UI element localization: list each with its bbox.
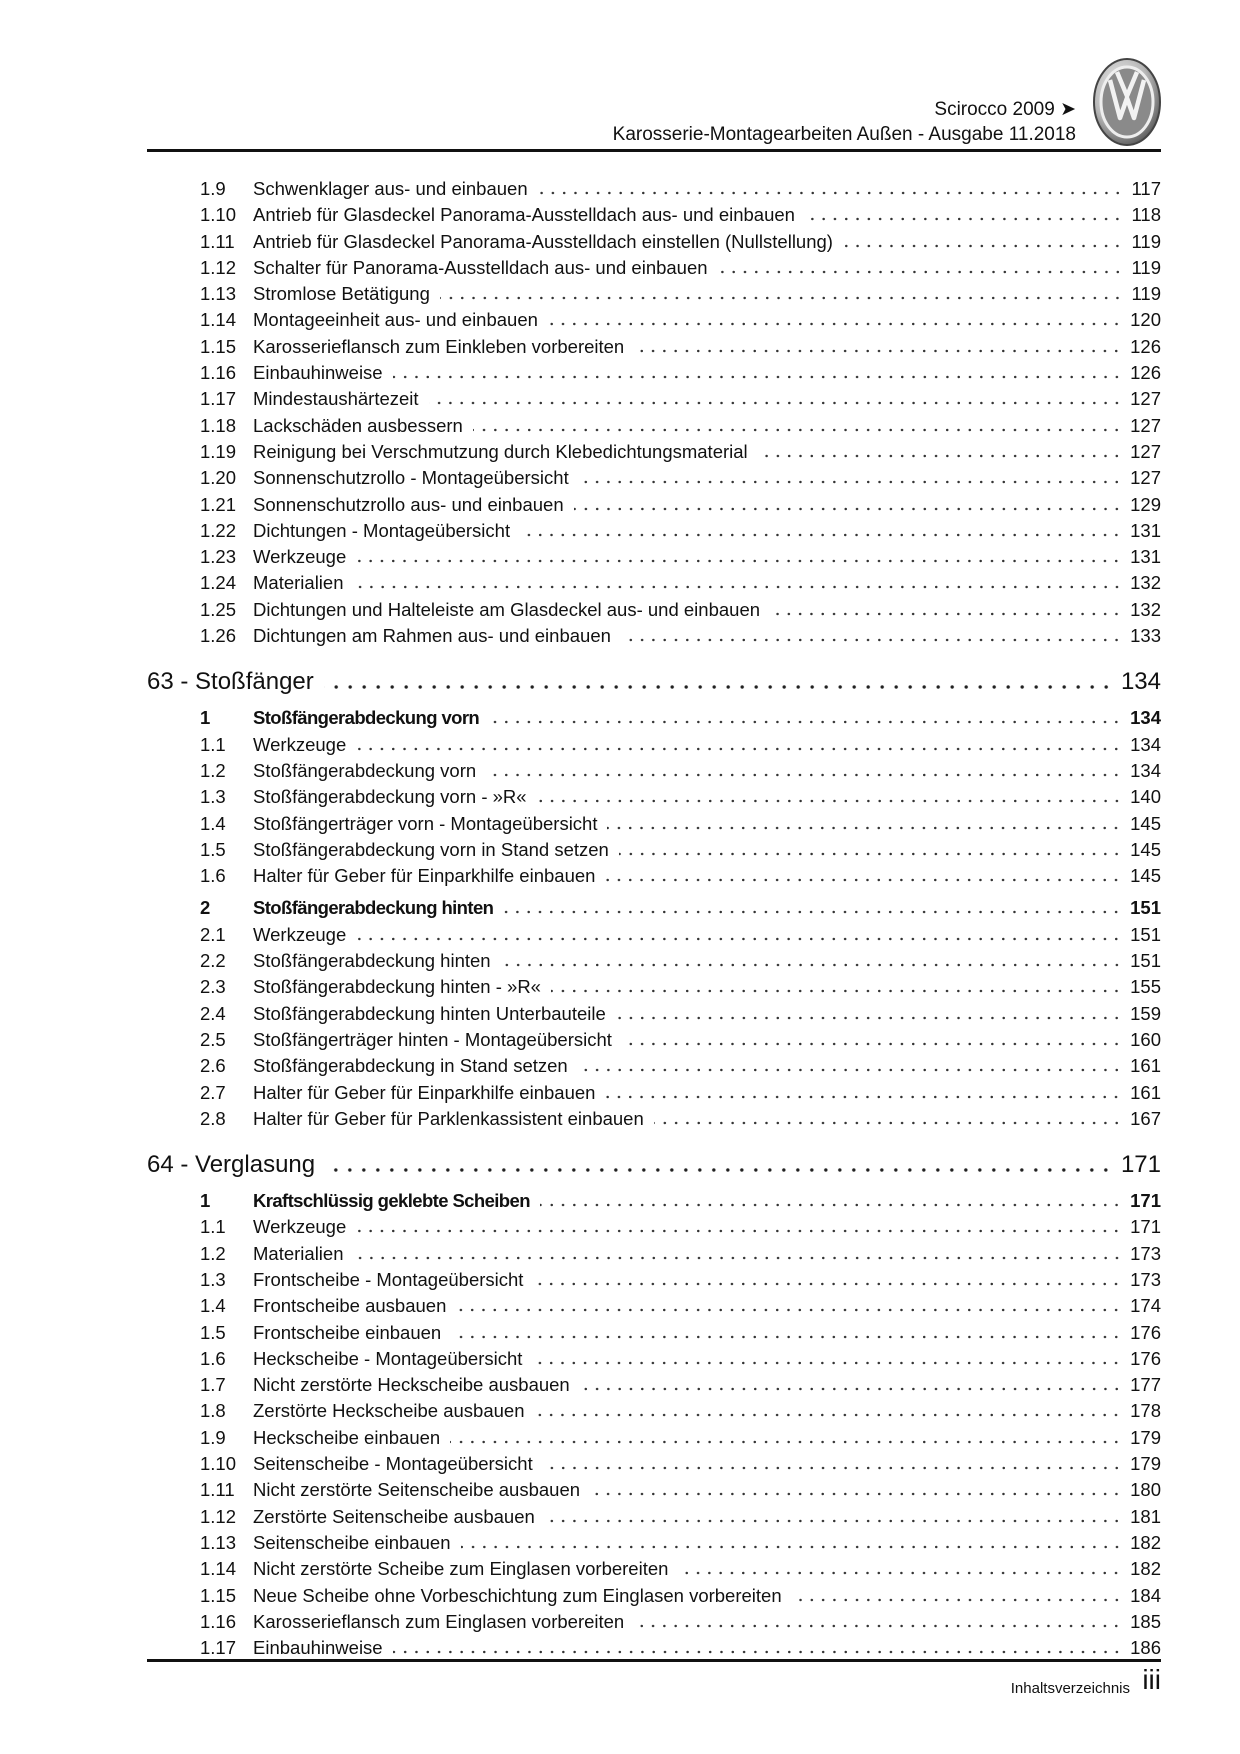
- entry-page: 180: [1130, 1479, 1161, 1501]
- entry-title: Dichtungen am Rahmen aus- und einbauen: [253, 625, 611, 647]
- toc-section[interactable]: [147, 895, 1161, 921]
- entry-page: 134: [1130, 759, 1161, 781]
- entry-title: Stoßfängerabdeckung hinten: [253, 897, 494, 919]
- dot-leader: [503, 910, 1122, 914]
- dot-leader: [489, 720, 1122, 724]
- entry-number: 1.3: [200, 1268, 226, 1290]
- toc-chapter[interactable]: [147, 1148, 1161, 1182]
- toc-entry[interactable]: [147, 922, 1161, 948]
- entry-title: Frontscheibe einbauen: [253, 1321, 442, 1343]
- entry-title: Nicht zerstörte Scheibe zum Einglasen vorbereiten: [253, 1558, 669, 1580]
- toc-entry[interactable]: [147, 1398, 1161, 1424]
- entry-number: 1.17: [200, 388, 237, 410]
- toc-entry[interactable]: [147, 281, 1161, 307]
- entry-page: 160: [1130, 1028, 1161, 1050]
- entry-number: 1.23: [200, 546, 237, 568]
- entry-number: 1.22: [200, 519, 237, 541]
- entry-title: Frontscheibe ausbauen: [253, 1295, 447, 1317]
- toc-entry[interactable]: [147, 1001, 1161, 1027]
- entry-number: 1.4: [200, 1295, 226, 1317]
- entry-title: Sonnenschutzrollo aus- und einbauen: [253, 493, 564, 515]
- entry-title: Nicht zerstörte Heckscheibe ausbauen: [253, 1374, 570, 1396]
- table-of-contents: [147, 176, 1161, 1661]
- toc-entry[interactable]: [147, 1451, 1161, 1477]
- entry-number: 1.9: [200, 178, 226, 199]
- toc-entry[interactable]: [147, 1053, 1161, 1079]
- toc-entry[interactable]: [147, 1214, 1161, 1240]
- entry-title: Stoßfängerabdeckung hinten - »R«: [253, 976, 541, 998]
- footer-label: Inhaltsverzeichnis: [1010, 1680, 1130, 1697]
- dot-leader: [545, 1519, 1122, 1523]
- entry-title: Neue Scheibe ohne Vorbeschichtung zum Einglasen vorbereiten: [253, 1584, 782, 1606]
- dot-leader: [543, 1466, 1122, 1470]
- dot-leader: [634, 1624, 1122, 1628]
- dot-leader: [429, 401, 1123, 405]
- entry-page: 134: [1130, 707, 1161, 729]
- entry-number: 1.25: [200, 598, 237, 620]
- entry-page: 119: [1131, 283, 1161, 305]
- dot-leader: [605, 1095, 1122, 1099]
- toc-entry[interactable]: [147, 784, 1161, 810]
- entry-title: Werkzeuge: [253, 733, 347, 755]
- toc-entry[interactable]: [147, 1241, 1161, 1267]
- entry-title: Zerstörte Seitenscheibe ausbauen: [253, 1505, 535, 1527]
- vw-logo-icon: [1093, 58, 1161, 146]
- entry-title: Einbauhinweise: [253, 1637, 383, 1659]
- entry-title: Kraftschlüssig geklebte Scheiben: [253, 1190, 530, 1212]
- entry-number: 2.1: [200, 923, 226, 945]
- dot-leader: [590, 1492, 1122, 1496]
- entry-number: 2.3: [200, 976, 226, 998]
- dot-leader: [440, 296, 1123, 300]
- entry-number: 1.2: [200, 759, 226, 781]
- entry-title: Schwenklager aus- und einbauen: [253, 178, 528, 199]
- entry-page: 129: [1130, 493, 1161, 515]
- dot-leader: [578, 1068, 1122, 1072]
- toc-entry[interactable]: [147, 439, 1161, 465]
- entry-number: 1.16: [200, 362, 237, 384]
- entry-number: 1.1: [200, 733, 226, 755]
- entry-number: 1.7: [200, 1374, 226, 1396]
- entry-page: 117: [1131, 178, 1161, 199]
- entry-title: Seitenscheibe einbauen: [253, 1531, 451, 1553]
- toc-entry[interactable]: [147, 255, 1161, 281]
- dot-leader: [324, 685, 1113, 689]
- entry-page: 126: [1130, 335, 1161, 357]
- entry-number: 1.5: [200, 838, 226, 860]
- entry-title: Karosserieflansch zum Einkleben vorbereiten: [253, 335, 625, 357]
- entry-page: 132: [1130, 598, 1161, 620]
- entry-title: 63 - Stoßfänger: [147, 668, 314, 696]
- toc-entry[interactable]: [147, 1080, 1161, 1106]
- toc-entry[interactable]: [147, 1320, 1161, 1346]
- entry-number: 1.19: [200, 440, 237, 462]
- dot-leader: [393, 1650, 1123, 1654]
- entry-page: 179: [1130, 1426, 1161, 1448]
- entry-number: 1.2: [200, 1242, 226, 1264]
- dot-leader: [450, 1440, 1122, 1444]
- toc-chapter[interactable]: [147, 665, 1161, 699]
- entry-number: 2.2: [200, 950, 226, 972]
- entry-page: 173: [1130, 1268, 1161, 1290]
- toc-entry[interactable]: [147, 1027, 1161, 1053]
- entry-page: 176: [1130, 1321, 1161, 1343]
- entry-page: 145: [1130, 812, 1161, 834]
- entry-title: Antrieb für Glasdeckel Panorama-Ausstelldach einstellen (Nullstellung): [253, 230, 833, 252]
- entry-number: 2.6: [200, 1055, 226, 1077]
- dot-leader: [533, 1282, 1122, 1286]
- entry-title: Einbauhinweise: [253, 362, 383, 384]
- entry-page: 182: [1130, 1531, 1161, 1553]
- toc-entry[interactable]: [147, 1293, 1161, 1319]
- dot-leader: [356, 559, 1122, 563]
- entry-number: 1.14: [200, 309, 237, 331]
- entry-number: 1.1: [200, 1216, 226, 1238]
- entry-page: 176: [1130, 1347, 1161, 1369]
- footer-rule: [147, 1659, 1161, 1662]
- entry-page: 185: [1130, 1610, 1161, 1632]
- toc-entry[interactable]: [147, 334, 1161, 360]
- entry-page: 140: [1130, 786, 1161, 808]
- entry-number: 1.9: [200, 1426, 226, 1448]
- dot-leader: [534, 1413, 1122, 1417]
- entry-number: 1.14: [200, 1558, 237, 1580]
- toc-entry[interactable]: [147, 1609, 1161, 1635]
- toc-entry[interactable]: [147, 1267, 1161, 1293]
- entry-title: Mindestaushärtezeit: [253, 388, 419, 410]
- entry-page: 159: [1130, 1002, 1161, 1024]
- dot-leader: [540, 1203, 1122, 1207]
- entry-page: 127: [1130, 467, 1161, 489]
- entry-title: Halter für Geber für Einparkhilfe einbauen: [253, 865, 596, 887]
- entry-number: 1: [200, 1190, 211, 1212]
- toc-entry[interactable]: [147, 307, 1161, 333]
- entry-page: 173: [1130, 1242, 1161, 1264]
- entry-number: 1.15: [200, 335, 237, 357]
- entry-page: 174: [1130, 1295, 1161, 1317]
- dot-leader: [770, 612, 1122, 616]
- entry-title: Schalter für Panorama-Ausstelldach aus- und einbauen: [253, 256, 708, 278]
- dot-leader: [579, 480, 1122, 484]
- entry-page: 120: [1130, 309, 1161, 331]
- toc-entry[interactable]: [147, 1504, 1161, 1530]
- dot-leader: [634, 349, 1122, 353]
- toc-entry[interactable]: [147, 1530, 1161, 1556]
- toc-entry[interactable]: [147, 492, 1161, 518]
- entry-page: 171: [1130, 1190, 1161, 1212]
- toc-entry[interactable]: [147, 597, 1161, 623]
- entry-title: Halter für Geber für Einparkhilfe einbauen: [253, 1081, 596, 1103]
- entry-number: 2.5: [200, 1028, 226, 1050]
- entry-page: 155: [1130, 976, 1161, 998]
- entry-number: 1.5: [200, 1321, 226, 1343]
- entry-title: Montageeinheit aus- und einbauen: [253, 309, 538, 331]
- entry-title: Werkzeuge: [253, 546, 347, 568]
- toc-entry[interactable]: [147, 1556, 1161, 1582]
- toc-entry[interactable]: [147, 974, 1161, 1000]
- dot-leader: [532, 1361, 1122, 1365]
- toc-section[interactable]: [147, 1188, 1161, 1214]
- dot-leader: [805, 217, 1123, 221]
- dot-leader: [622, 1042, 1122, 1046]
- entry-number: 2: [200, 897, 211, 919]
- toc-entry[interactable]: [147, 863, 1161, 889]
- entry-page: 181: [1130, 1505, 1161, 1527]
- dot-leader: [461, 1545, 1123, 1549]
- entry-page: 171: [1120, 1151, 1161, 1179]
- entry-number: 1.10: [200, 1453, 237, 1475]
- dot-leader: [607, 826, 1122, 830]
- entry-page: 127: [1130, 440, 1161, 462]
- entry-number: 1.6: [200, 1347, 226, 1369]
- toc-entry[interactable]: [147, 413, 1161, 439]
- dot-leader: [501, 963, 1123, 967]
- entry-title: Nicht zerstörte Seitenscheibe ausbauen: [253, 1479, 581, 1501]
- entry-number: 1.16: [200, 1610, 237, 1632]
- entry-number: 1.6: [200, 865, 226, 887]
- entry-number: 1.3: [200, 786, 226, 808]
- entry-title: Materialien: [253, 1242, 344, 1264]
- entry-number: 1.26: [200, 625, 237, 647]
- entry-page: 184: [1130, 1584, 1161, 1606]
- toc-entry[interactable]: [147, 623, 1161, 649]
- toc-entry[interactable]: [147, 360, 1161, 386]
- entry-page: 131: [1130, 519, 1161, 541]
- dot-leader: [538, 191, 1123, 195]
- entry-title: Stoßfängerabdeckung vorn in Stand setzen: [253, 838, 609, 860]
- entry-page: 145: [1130, 838, 1161, 860]
- footer-page-number: iii: [1142, 1664, 1161, 1695]
- entry-number: 1: [200, 707, 211, 729]
- toc-entry[interactable]: [147, 758, 1161, 784]
- entry-number: 1.17: [200, 1637, 237, 1659]
- entry-title: Sonnenschutzrollo - Montageübersicht: [253, 467, 569, 489]
- entry-page: 151: [1130, 897, 1161, 919]
- entry-page: 119: [1131, 256, 1161, 278]
- entry-number: 2.7: [200, 1081, 226, 1103]
- entry-title: Stoßfängerabdeckung in Stand setzen: [253, 1055, 568, 1077]
- entry-title: Stoßfängerabdeckung vorn - »R«: [253, 786, 527, 808]
- entry-page: 126: [1130, 362, 1161, 384]
- entry-number: 1.8: [200, 1400, 226, 1422]
- dot-leader: [678, 1571, 1122, 1575]
- entry-title: Zerstörte Heckscheibe ausbauen: [253, 1400, 525, 1422]
- dot-leader: [354, 585, 1123, 589]
- dot-leader: [718, 270, 1123, 274]
- dot-leader: [580, 1387, 1122, 1391]
- entry-number: 1.11: [200, 1479, 235, 1501]
- header-rule: [147, 149, 1161, 152]
- dot-leader: [325, 1168, 1113, 1172]
- entry-page: 151: [1130, 950, 1161, 972]
- entry-page: 134: [1120, 668, 1161, 696]
- dot-leader: [616, 1016, 1122, 1020]
- entry-page: 145: [1130, 865, 1161, 887]
- entry-page: 178: [1130, 1400, 1161, 1422]
- entry-title: Werkzeuge: [253, 1216, 347, 1238]
- entry-number: 1.13: [200, 283, 237, 305]
- dot-leader: [473, 428, 1122, 432]
- dot-leader: [843, 244, 1123, 248]
- entry-page: 179: [1130, 1453, 1161, 1475]
- entry-title: Stoßfängerabdeckung vorn: [253, 759, 477, 781]
- entry-title: Stoßfängerabdeckung hinten Unterbauteile: [253, 1002, 606, 1024]
- entry-title: Heckscheibe - Montageübersicht: [253, 1347, 523, 1369]
- entry-number: 1.21: [200, 493, 237, 515]
- entry-title: Stromlose Betätigung: [253, 283, 430, 305]
- toc-entry[interactable]: [147, 229, 1161, 255]
- toc-entry[interactable]: [147, 544, 1161, 570]
- toc-entry[interactable]: [147, 1106, 1161, 1132]
- entry-number: 1.15: [200, 1584, 237, 1606]
- dot-leader: [621, 638, 1122, 642]
- dot-leader: [758, 454, 1122, 458]
- toc-entry[interactable]: [147, 176, 1161, 202]
- entry-page: 182: [1130, 1558, 1161, 1580]
- entry-title: Antrieb für Glasdeckel Panorama-Ausstelldach aus- und einbauen: [253, 204, 795, 226]
- entry-number: 1.13: [200, 1531, 237, 1553]
- dot-leader: [356, 747, 1122, 751]
- entry-title: Stoßfängerabdeckung hinten: [253, 950, 491, 972]
- entry-page: 151: [1130, 923, 1161, 945]
- entry-title: Stoßfängerträger vorn - Montageübersicht: [253, 812, 598, 834]
- toc-entry[interactable]: [147, 948, 1161, 974]
- entry-number: 1.10: [200, 204, 237, 226]
- toc-entry[interactable]: [147, 1425, 1161, 1451]
- dot-leader: [574, 507, 1123, 511]
- entry-page: 119: [1131, 230, 1161, 252]
- header-model: Scirocco 2009 ➤: [934, 99, 1076, 120]
- entry-number: 1.4: [200, 812, 226, 834]
- header-subtitle: Karosserie-Montagearbeiten Außen - Ausgabe 11.2018: [612, 124, 1076, 145]
- entry-title: Karosserieflansch zum Einglasen vorbereiten: [253, 1610, 625, 1632]
- entry-page: 177: [1130, 1374, 1161, 1396]
- dot-leader: [619, 852, 1122, 856]
- entry-page: 161: [1130, 1055, 1161, 1077]
- dot-leader: [520, 533, 1122, 537]
- toc-entry[interactable]: [147, 465, 1161, 491]
- entry-page: 132: [1130, 572, 1161, 594]
- entry-title: Halter für Geber für Parklenkassistent einbauen: [253, 1107, 644, 1129]
- dot-leader: [792, 1598, 1123, 1602]
- entry-number: 1.11: [200, 230, 235, 252]
- dot-leader: [548, 322, 1122, 326]
- entry-number: 1.12: [200, 256, 237, 278]
- entry-title: Dichtungen - Montageübersicht: [253, 519, 511, 541]
- entry-page: 161: [1130, 1081, 1161, 1103]
- dot-leader: [356, 1229, 1122, 1233]
- entry-title: Lackschäden ausbessern: [253, 414, 463, 436]
- entry-page: 134: [1130, 733, 1161, 755]
- dot-leader: [354, 1256, 1123, 1260]
- dot-leader: [451, 1335, 1122, 1339]
- toc-entry[interactable]: [147, 1372, 1161, 1398]
- entry-page: 167: [1130, 1107, 1161, 1129]
- entry-page: 171: [1130, 1216, 1161, 1238]
- entry-title: Reinigung bei Verschmutzung durch Klebedichtungsmaterial: [253, 440, 748, 462]
- entry-number: 2.8: [200, 1107, 226, 1129]
- toc-entry[interactable]: [147, 518, 1161, 544]
- entry-title: Heckscheibe einbauen: [253, 1426, 441, 1448]
- toc-entry[interactable]: [147, 732, 1161, 758]
- entry-title: Seitenscheibe - Montageübersicht: [253, 1453, 533, 1475]
- entry-page: 127: [1130, 388, 1161, 410]
- toc-entry[interactable]: [147, 386, 1161, 412]
- entry-page: 133: [1130, 625, 1161, 647]
- toc-entry[interactable]: [147, 837, 1161, 863]
- dot-leader: [654, 1121, 1122, 1125]
- entry-title: Stoßfängerabdeckung vorn: [253, 707, 480, 729]
- entry-number: 1.18: [200, 414, 237, 436]
- entry-number: 2.4: [200, 1002, 226, 1024]
- dot-leader: [551, 989, 1122, 993]
- entry-title: 64 - Verglasung: [147, 1151, 316, 1179]
- dot-leader: [393, 375, 1123, 379]
- entry-title: Materialien: [253, 572, 344, 594]
- dot-leader: [456, 1308, 1122, 1312]
- toc-entry[interactable]: [147, 1635, 1161, 1661]
- entry-page: 131: [1130, 546, 1161, 568]
- entry-title: Stoßfängerträger hinten - Montageübersicht: [253, 1028, 612, 1050]
- toc-entry[interactable]: [147, 202, 1161, 228]
- toc-entry[interactable]: [147, 1477, 1161, 1503]
- entry-number: 1.20: [200, 467, 237, 489]
- entry-page: 127: [1130, 414, 1161, 436]
- entry-page: 186: [1130, 1637, 1161, 1659]
- entry-title: Werkzeuge: [253, 923, 347, 945]
- dot-leader: [537, 799, 1123, 803]
- entry-title: Frontscheibe - Montageübersicht: [253, 1268, 524, 1290]
- toc-section[interactable]: [147, 705, 1161, 731]
- entry-page: 118: [1131, 204, 1161, 226]
- toc-entry[interactable]: [147, 1583, 1161, 1609]
- toc-entry[interactable]: [147, 570, 1161, 596]
- entry-number: 1.24: [200, 572, 237, 594]
- dot-leader: [486, 773, 1122, 777]
- dot-leader: [356, 937, 1122, 941]
- toc-entry[interactable]: [147, 1346, 1161, 1372]
- dot-leader: [605, 878, 1122, 882]
- entry-title: Dichtungen und Halteleiste am Glasdeckel aus- und einbauen: [253, 598, 761, 620]
- entry-number: 1.12: [200, 1505, 237, 1527]
- toc-entry[interactable]: [147, 811, 1161, 837]
